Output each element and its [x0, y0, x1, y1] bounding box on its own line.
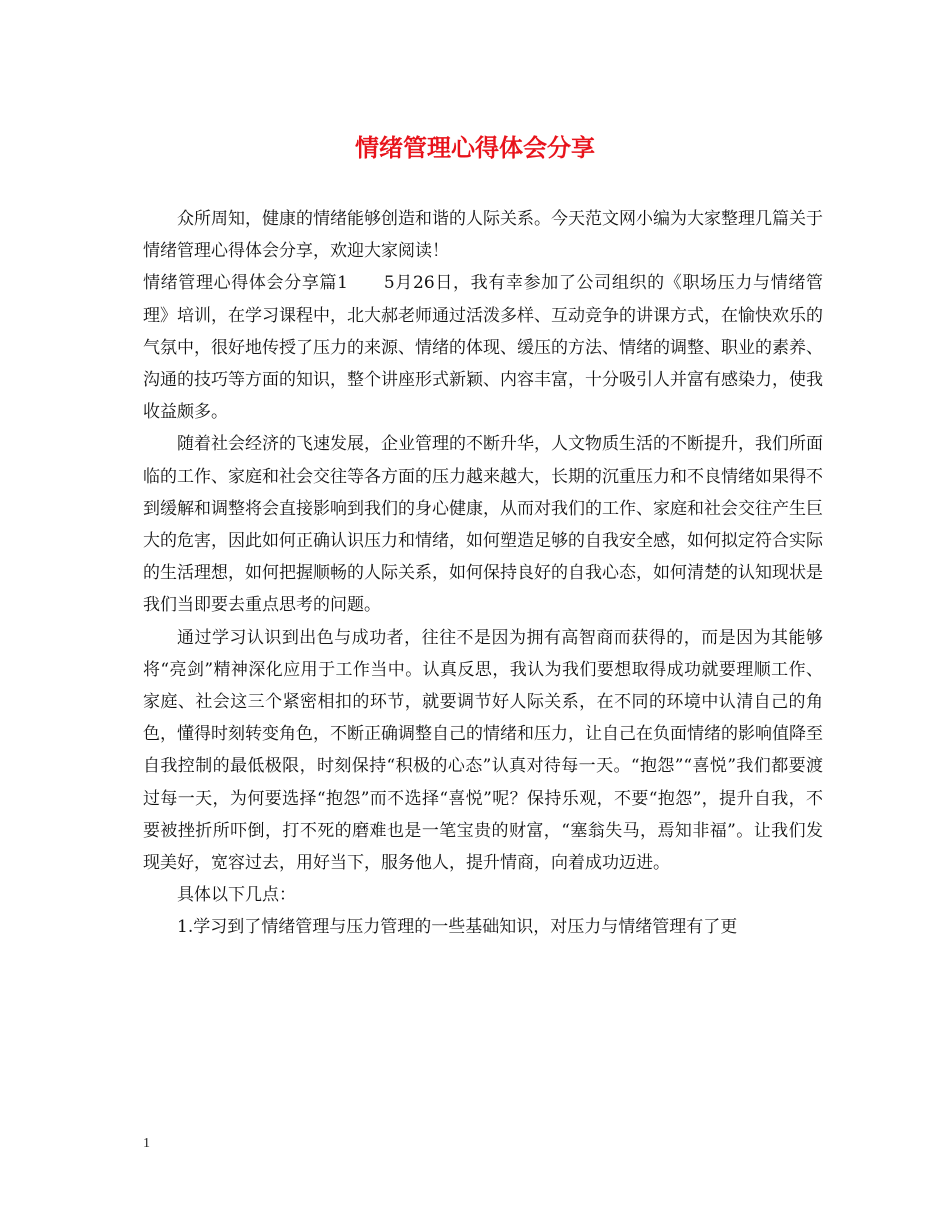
paragraph-article-1: 情绪管理心得体会分享篇1 5月26日，我有幸参加了公司组织的《职场压力与情绪管理》培训，在学习课程中，北大郝老师通过活泼多样、互动竞争的讲课方式，在愉快欢乐的气氛中，很好地传授了压力的来源、情绪的体现、缓压的方法、情绪的调整、职业的素养、沟通的技巧等方面的知识，整个讲座形式新颖、内容丰富，十分吸引人并富有感染力，使我收益颇多。	[143, 273, 823, 423]
page-number: 1	[143, 1136, 150, 1151]
paragraph-reflection: 通过学习认识到出色与成功者，往往不是因为拥有高智商而获得的，而是因为其能够将“亮剑”精神深化应用于工作当中。认真反思，我认为我们要想取得成功就要理顺工作、家庭、社会这三个紧密相扣的环节，就要调节好人际关系，在不同的环境中认清自己的角色，懂得时刻转变角色，不断正确调整自己的情绪和压力，让自己在负面情绪的影响值降至自我控制的最低极限，时刻保持“积极的心态”认真对待每一天。“抱怨”“喜悦”我们都要渡过每一天，为何要选择“抱怨”而不选择“喜悦”呢？保持乐观，不要“抱怨”，提升自我，不要被挫折所吓倒，打不死的磨难也是一笔宝贵的财富，“塞翁失马，焉知非福”。让我们发现美好，宽容过去，用好当下，服务他人，提升情商，向着成功迈进。	[143, 627, 823, 874]
paragraph-point-1: 1.学习到了情绪管理与压力管理的一些基础知识，对压力与情绪管理有了更	[177, 917, 738, 938]
paragraph-social-pressure: 随着社会经济的飞速发展，企业管理的不断升华，人文物质生活的不断提升，我们所面临的工作、家庭和社会交往等各方面的压力越来越大，长期的沉重压力和不良情绪如果得不到缓解和调整将会直接影响到我们的身心健康，从而对我们的工作、家庭和社会交往产生巨大的危害，因此如何正确认识压力和情绪，如何塑造足够的自我安全感，如何拟定符合实际的生活理想，如何把握顺畅的人际关系，如何保持良好的自我心态，如何清楚的认知现状是我们当即要去重点思考的问题。	[143, 434, 823, 616]
paragraph-intro: 众所周知，健康的情绪能够创造和谐的人际关系。今天范文网小编为大家整理几篇关于情绪管理心得体会分享，欢迎大家阅读！	[143, 209, 823, 262]
document-body	[143, 203, 823, 944]
document-title: 情绪管理心得体会分享	[355, 133, 595, 162]
paragraph-points-heading: 具体以下几点：	[177, 885, 296, 906]
